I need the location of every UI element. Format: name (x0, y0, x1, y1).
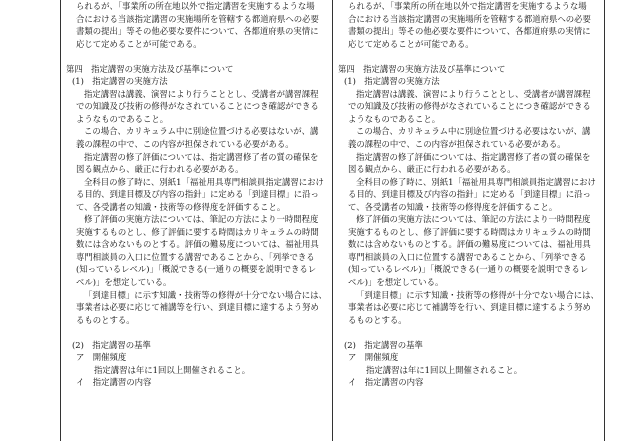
text-line: 数には含めないものとする。評価の難易度については、福祉用具 (76, 239, 319, 250)
text-line: (知っているレベル)」「概説できる(一通りの概要を説明できるレ (348, 264, 589, 275)
text-line: 実施するものとし、修了評価に要する時間はカリキュラムの時間 (348, 226, 591, 237)
text-line: 修了評価の実施方法については、筆記の方法により一時間程度 (356, 214, 591, 225)
text-line: での知識及び技術の修得がなされていることにつき確認ができる (76, 101, 319, 112)
text-line: 義の課程の中で、この内容が担保されている必要がある。 (76, 139, 294, 150)
text-line: られるが、「事業所の所在地以外で指定講習を実施するような場 (348, 1, 587, 11)
blank-line (338, 326, 570, 339)
text-line: 応じて定めることが可能である。 (76, 38, 202, 49)
text-line: (2) 指定講習の基準 (344, 339, 423, 350)
text-line: 指定講習の修了評価については、指定講習修了者の質の確保を (356, 151, 591, 162)
text-line: ア 開催頻度 (76, 352, 127, 363)
text-line: ベル)」を想定している。 (348, 277, 444, 288)
table-border-left (60, 0, 61, 441)
text-line: 全科目の修了時に、別紙1「福祉用具専門相談員指定講習におけ (84, 176, 324, 187)
text-line: 指定講習は講義、演習により行うこととし、受講者が講習課程 (84, 88, 319, 99)
text-line: 図る観点から、厳正に行われる必要がある。 (76, 164, 244, 175)
text-line: 指定講習は年に1回以上開催されること。 (94, 364, 251, 375)
text-line: 修了評価の実施方法については、筆記の方法により一時間程度 (84, 214, 319, 225)
text-line: 書類の提出」等その他必要な要件について、各都道府県の実情に (76, 26, 319, 37)
blank-line (338, 50, 570, 63)
table-column-divider (332, 0, 333, 441)
text-line: ようなものであること。 (348, 113, 441, 124)
text-line: られるが、「事業所の所在地以外で指定講習を実施するような場 (76, 1, 315, 11)
text-line: 義の課程の中で、この内容が担保されている必要がある。 (348, 139, 566, 150)
text-line: 実施するものとし、修了評価に要する時間はカリキュラムの時間 (76, 226, 319, 237)
text-line: て、各受講者の知識・技術等の修得度を評価すること。 (76, 201, 286, 212)
text-line: ア 開催頻度 (348, 352, 399, 363)
text-line: 「到達目標」に示す知識・技術等の修得が十分でない場合には、 (356, 289, 599, 300)
text-line: 合における当該指定講習の実施場所を管轄する都道府県への必要 (76, 13, 319, 24)
text-line: 事業者は必要に応じて補講等を行い、到達目標に達するよう努め (348, 302, 591, 313)
text-line: る目的、到達目標及び内容の指針」に定める「到達目標」に沿っ (76, 189, 319, 200)
text-line: 応じて定めることが可能である。 (348, 38, 474, 49)
text-line: 「到達目標」に示す知識・技術等の修得が十分でない場合には、 (84, 289, 327, 300)
text-line: 第四 指定講習の実施方法及び基準について (338, 63, 506, 74)
text-line: この場合、カリキュラム中に別途位置づける必要はないが、講 (356, 126, 591, 137)
text-line: る目的、到達目標及び内容の指針」に定める「到達目標」に沿っ (348, 189, 591, 200)
text-line: 合における当該指定講習の実施場所を管轄する都道府県への必要 (348, 13, 591, 24)
text-line: での知識及び技術の修得がなされていることにつき確認ができる (348, 101, 591, 112)
text-line: ベル)」を想定している。 (76, 277, 172, 288)
text-line: 指定講習は講義、演習により行うこととし、受講者が講習課程 (356, 88, 591, 99)
text-line: (1) 指定講習の実施方法 (72, 76, 168, 87)
text-line: るものとする。 (348, 314, 407, 325)
text-line: 事業者は必要に応じて補講等を行い、到達目標に達するよう努め (76, 302, 319, 313)
text-line: 全科目の修了時に、別紙1「福祉用具専門相談員指定講習におけ (356, 176, 596, 187)
text-line: ようなものであること。 (76, 113, 169, 124)
text-line: るものとする。 (76, 314, 135, 325)
text-line: 専門相談員の入口に位置する講習であることから、「列挙できる (76, 251, 315, 262)
text-line: て、各受講者の知識・技術等の修得度を評価すること。 (348, 201, 558, 212)
text-line: 専門相談員の入口に位置する講習であることから、「列挙できる (348, 251, 587, 262)
text-line: 第四 指定講習の実施方法及び基準について (66, 63, 234, 74)
text-line: 指定講習は年に1回以上開催されること。 (366, 364, 523, 375)
text-line: 書類の提出」等その他必要な要件について、各都道府県の実情に (348, 26, 591, 37)
text-line: イ 指定講習の内容 (76, 377, 152, 388)
text-line: イ 指定講習の内容 (348, 377, 424, 388)
left-column-text (66, 0, 327, 441)
right-column-text (338, 0, 599, 441)
blank-line (66, 326, 298, 339)
text-line: 数には含めないものとする。評価の難易度については、福祉用具 (348, 239, 591, 250)
blank-line (66, 50, 298, 63)
text-line: (知っているレベル)」「概説できる(一通りの概要を説明できるレ (76, 264, 317, 275)
text-line: 指定講習の修了評価については、指定講習修了者の質の確保を (84, 151, 319, 162)
text-line: 図る観点から、厳正に行われる必要がある。 (348, 164, 516, 175)
table-border-right (604, 0, 605, 441)
text-line: (2) 指定講習の基準 (72, 339, 151, 350)
text-line: この場合、カリキュラム中に別途位置づける必要はないが、講 (84, 126, 319, 137)
text-line: (1) 指定講習の実施方法 (344, 76, 440, 87)
